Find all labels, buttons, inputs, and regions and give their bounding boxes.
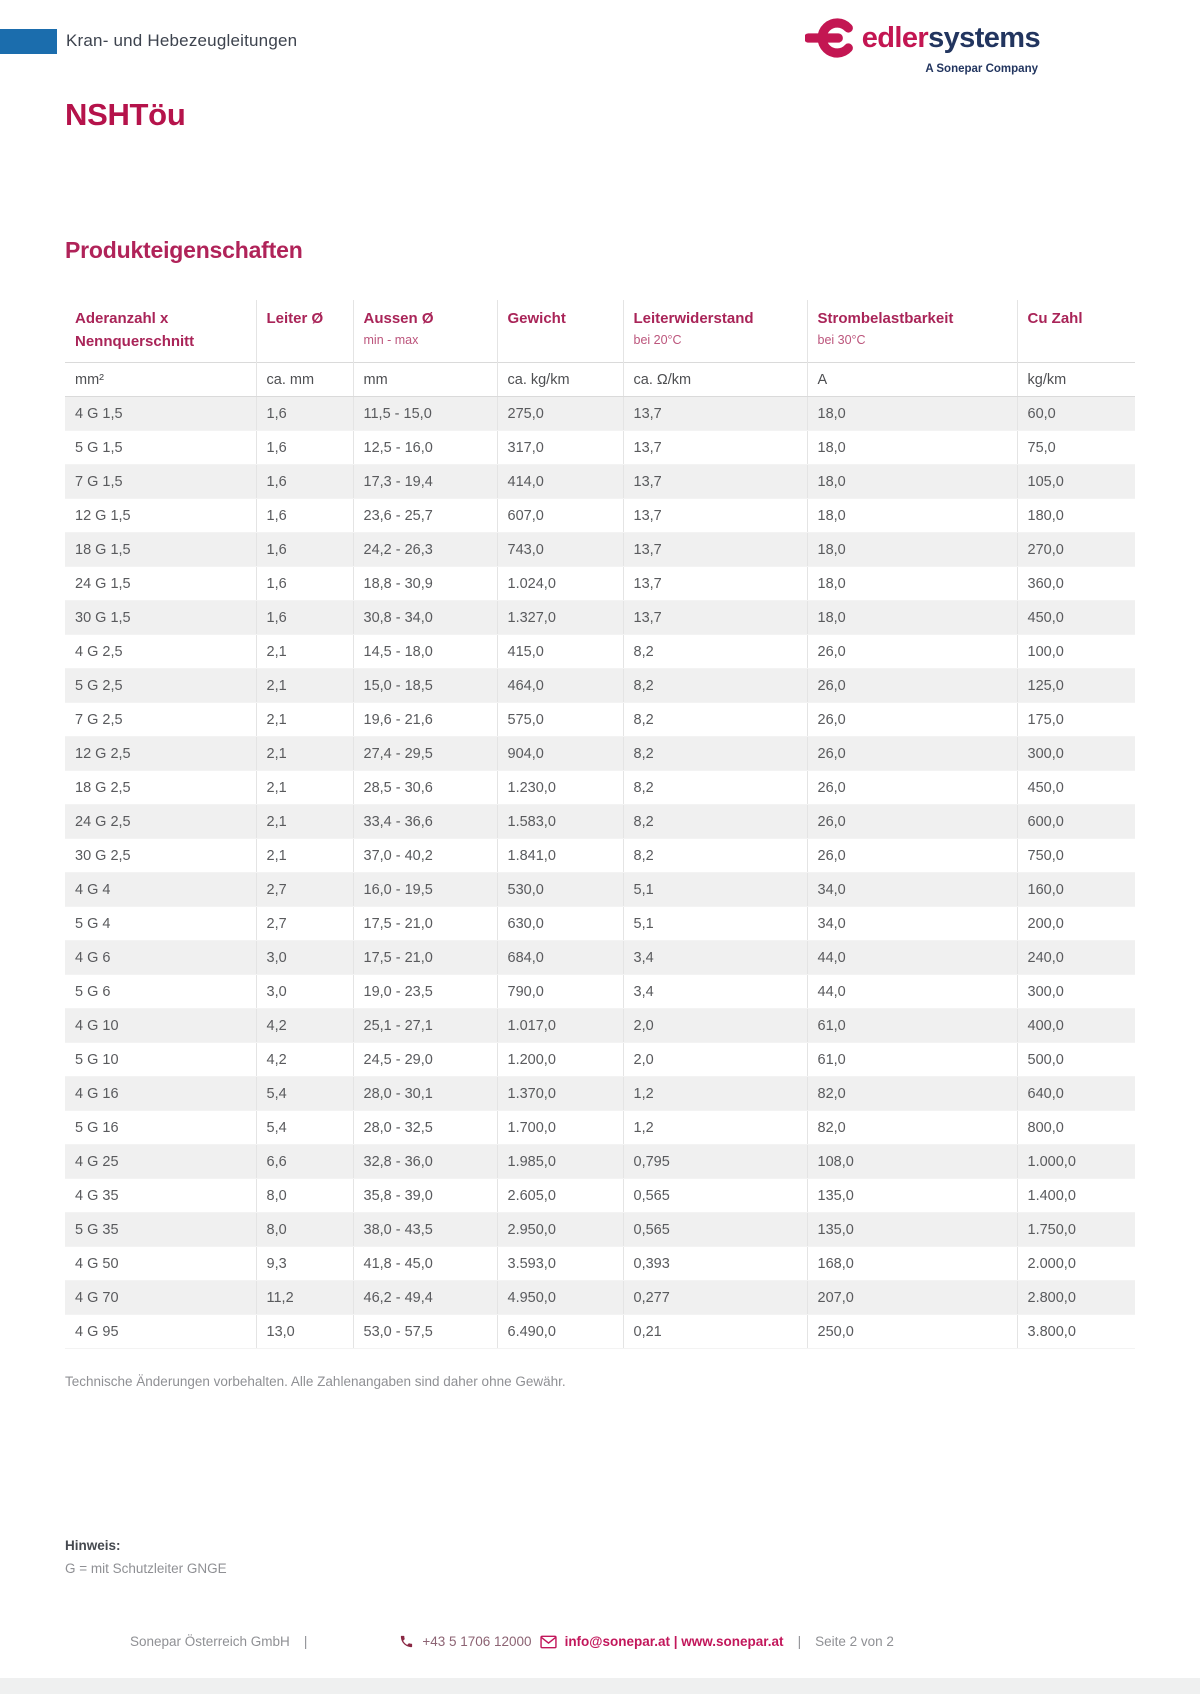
table-cell: 1,6 <box>256 601 353 635</box>
table-cell: 24 G 2,5 <box>65 805 256 839</box>
table-cell: 18,0 <box>807 431 1017 465</box>
footer-divider: | <box>303 1634 308 1649</box>
table-cell: 7 G 2,5 <box>65 703 256 737</box>
table-cell: 400,0 <box>1017 1009 1135 1043</box>
table-cell: 607,0 <box>497 499 623 533</box>
table-cell: 2,1 <box>256 737 353 771</box>
table-cell: 5,1 <box>623 873 807 907</box>
table-cell: 450,0 <box>1017 771 1135 805</box>
table-cell: 11,2 <box>256 1281 353 1315</box>
table-cell: 13,7 <box>623 397 807 431</box>
table-cell: 60,0 <box>1017 397 1135 431</box>
column-label: Gewicht <box>507 310 566 327</box>
table-cell: 12 G 1,5 <box>65 499 256 533</box>
table-cell: 5 G 6 <box>65 975 256 1009</box>
table-cell: 135,0 <box>807 1179 1017 1213</box>
table-cell: 108,0 <box>807 1145 1017 1179</box>
table-cell: 360,0 <box>1017 567 1135 601</box>
table-cell: 2,1 <box>256 771 353 805</box>
table-cell: 160,0 <box>1017 873 1135 907</box>
table-cell: 4,2 <box>256 1009 353 1043</box>
table-cell: 300,0 <box>1017 737 1135 771</box>
table-cell: 2,1 <box>256 839 353 873</box>
table-cell: 168,0 <box>807 1247 1017 1281</box>
table-cell: 750,0 <box>1017 839 1135 873</box>
table-cell: 1,6 <box>256 431 353 465</box>
header-accent-bar <box>0 29 57 54</box>
table-header-row <box>65 300 1135 363</box>
table-cell: 4 G 70 <box>65 1281 256 1315</box>
hint-label: Hinweis: <box>65 1538 121 1553</box>
table-cell: 18,8 - 30,9 <box>353 567 497 601</box>
footer-email-web-link[interactable]: info@sonepar.at | www.sonepar.at <box>564 1634 784 1649</box>
table-cell: 13,7 <box>623 567 807 601</box>
footer-page-info: Seite 2 von 2 <box>815 1634 894 1649</box>
units-row <box>65 363 1135 397</box>
table-cell: 9,3 <box>256 1247 353 1281</box>
table-row <box>65 1145 1135 1179</box>
table-cell: 1,2 <box>623 1077 807 1111</box>
table-cell: 3,0 <box>256 975 353 1009</box>
table-cell: 464,0 <box>497 669 623 703</box>
table-cell: 61,0 <box>807 1009 1017 1043</box>
table-row <box>65 533 1135 567</box>
table-cell: 13,7 <box>623 465 807 499</box>
table-cell: 240,0 <box>1017 941 1135 975</box>
table-cell: 18,0 <box>807 533 1017 567</box>
table-cell: 4,2 <box>256 1043 353 1077</box>
table-cell: 1.370,0 <box>497 1077 623 1111</box>
table-cell: 35,8 - 39,0 <box>353 1179 497 1213</box>
table-cell: 5 G 10 <box>65 1043 256 1077</box>
table-cell: 4 G 10 <box>65 1009 256 1043</box>
table-row <box>65 771 1135 805</box>
table-cell: 30,8 - 34,0 <box>353 601 497 635</box>
table-cell: 500,0 <box>1017 1043 1135 1077</box>
table-cell: 743,0 <box>497 533 623 567</box>
table-cell: 630,0 <box>497 907 623 941</box>
table-cell: 18 G 2,5 <box>65 771 256 805</box>
table-cell: 2,1 <box>256 635 353 669</box>
table-cell: 4 G 25 <box>65 1145 256 1179</box>
table-cell: 27,4 - 29,5 <box>353 737 497 771</box>
table-cell: 23,6 - 25,7 <box>353 499 497 533</box>
table-cell: 2,1 <box>256 669 353 703</box>
table-cell: 200,0 <box>1017 907 1135 941</box>
table-cell: 4 G 95 <box>65 1315 256 1349</box>
table-cell: 24,5 - 29,0 <box>353 1043 497 1077</box>
table-cell: 26,0 <box>807 635 1017 669</box>
table-cell: 34,0 <box>807 907 1017 941</box>
table-cell: 4 G 6 <box>65 941 256 975</box>
table-cell: 13,7 <box>623 431 807 465</box>
table-cell: 28,0 - 32,5 <box>353 1111 497 1145</box>
table-cell: 4.950,0 <box>497 1281 623 1315</box>
table-cell: 18,0 <box>807 601 1017 635</box>
hint-text: G = mit Schutzleiter GNGE <box>65 1561 227 1576</box>
table-cell: 26,0 <box>807 669 1017 703</box>
page-title: NSHTöu <box>65 97 186 132</box>
table-row <box>65 499 1135 533</box>
table-cell: 1.024,0 <box>497 567 623 601</box>
table-cell: 46,2 - 49,4 <box>353 1281 497 1315</box>
table-cell: 4 G 4 <box>65 873 256 907</box>
table-cell: 2.605,0 <box>497 1179 623 1213</box>
column-sublabel: min - max <box>363 332 419 347</box>
page-bottom-band <box>0 1678 1200 1694</box>
table-cell: 790,0 <box>497 975 623 1009</box>
table-row <box>65 737 1135 771</box>
table-cell: 1.000,0 <box>1017 1145 1135 1179</box>
mail-icon <box>540 1635 557 1649</box>
table-cell: 17,5 - 21,0 <box>353 941 497 975</box>
table-cell: 0,393 <box>623 1247 807 1281</box>
table-cell: 8,0 <box>256 1213 353 1247</box>
table-cell: 415,0 <box>497 635 623 669</box>
table-cell: 18,0 <box>807 567 1017 601</box>
table-cell: 575,0 <box>497 703 623 737</box>
table-cell: 1,6 <box>256 465 353 499</box>
table-cell: 18 G 1,5 <box>65 533 256 567</box>
table-cell: 1.841,0 <box>497 839 623 873</box>
column-sublabel: bei 30°C <box>817 332 866 347</box>
document-category: Kran- und Hebezeugleitungen <box>66 31 298 50</box>
table-cell: 2.000,0 <box>1017 1247 1135 1281</box>
column-label: Aussen Ø <box>363 310 434 327</box>
table-cell: 8,2 <box>623 669 807 703</box>
unit-cell: mm² <box>65 363 256 397</box>
column-label: Strombelastbarkeit <box>817 310 954 327</box>
table-row <box>65 567 1135 601</box>
product-table <box>65 300 1135 1349</box>
table-cell: 1,2 <box>623 1111 807 1145</box>
table-cell: 0,795 <box>623 1145 807 1179</box>
footer-phone: +43 5 1706 12000 <box>422 1634 532 1649</box>
table-cell: 3.593,0 <box>497 1247 623 1281</box>
table-cell: 2.800,0 <box>1017 1281 1135 1315</box>
table-cell: 13,7 <box>623 601 807 635</box>
table-cell: 450,0 <box>1017 601 1135 635</box>
table-row <box>65 1179 1135 1213</box>
table-cell: 250,0 <box>807 1315 1017 1349</box>
table-cell: 1.400,0 <box>1017 1179 1135 1213</box>
column-label: Aderanzahl x <box>75 310 169 327</box>
table-cell: 24,2 - 26,3 <box>353 533 497 567</box>
table-cell: 414,0 <box>497 465 623 499</box>
unit-cell: A <box>807 363 1017 397</box>
table-row <box>65 1213 1135 1247</box>
table-cell: 2,0 <box>623 1009 807 1043</box>
logo-word-primary: edler <box>861 21 929 54</box>
unit-cell: ca. Ω/km <box>623 363 807 397</box>
table-cell: 82,0 <box>807 1111 1017 1145</box>
table-cell: 30 G 1,5 <box>65 601 256 635</box>
table-cell: 207,0 <box>807 1281 1017 1315</box>
table-row <box>65 703 1135 737</box>
table-cell: 100,0 <box>1017 635 1135 669</box>
table-cell: 0,21 <box>623 1315 807 1349</box>
table-cell: 11,5 - 15,0 <box>353 397 497 431</box>
table-cell: 3,4 <box>623 975 807 1009</box>
product-table-container <box>65 300 1135 1349</box>
column-header-strombelastbarkeit <box>807 300 1017 363</box>
table-cell: 3.800,0 <box>1017 1315 1135 1349</box>
table-cell: 1,6 <box>256 499 353 533</box>
unit-cell: ca. mm <box>256 363 353 397</box>
table-cell: 8,2 <box>623 805 807 839</box>
table-cell: 2,7 <box>256 907 353 941</box>
table-cell: 175,0 <box>1017 703 1135 737</box>
table-cell: 8,2 <box>623 635 807 669</box>
table-cell: 37,0 - 40,2 <box>353 839 497 873</box>
table-cell: 300,0 <box>1017 975 1135 1009</box>
table-cell: 180,0 <box>1017 499 1135 533</box>
table-cell: 530,0 <box>497 873 623 907</box>
table-cell: 5,1 <box>623 907 807 941</box>
table-row <box>65 1077 1135 1111</box>
table-cell: 28,5 - 30,6 <box>353 771 497 805</box>
table-cell: 25,1 - 27,1 <box>353 1009 497 1043</box>
table-row <box>65 839 1135 873</box>
table-cell: 16,0 - 19,5 <box>353 873 497 907</box>
table-cell: 2.950,0 <box>497 1213 623 1247</box>
table-row <box>65 907 1135 941</box>
table-cell: 4 G 16 <box>65 1077 256 1111</box>
table-cell: 26,0 <box>807 771 1017 805</box>
table-row <box>65 397 1135 431</box>
table-cell: 19,0 - 23,5 <box>353 975 497 1009</box>
table-cell: 82,0 <box>807 1077 1017 1111</box>
table-row <box>65 941 1135 975</box>
table-cell: 2,1 <box>256 805 353 839</box>
table-cell: 640,0 <box>1017 1077 1135 1111</box>
table-cell: 8,0 <box>256 1179 353 1213</box>
table-cell: 41,8 - 45,0 <box>353 1247 497 1281</box>
table-row <box>65 465 1135 499</box>
table-cell: 5 G 2,5 <box>65 669 256 703</box>
table-cell: 32,8 - 36,0 <box>353 1145 497 1179</box>
table-cell: 135,0 <box>807 1213 1017 1247</box>
table-cell: 13,7 <box>623 499 807 533</box>
table-row <box>65 1247 1135 1281</box>
page-footer <box>0 1634 1200 1649</box>
table-cell: 33,4 - 36,6 <box>353 805 497 839</box>
table-cell: 275,0 <box>497 397 623 431</box>
table-row <box>65 975 1135 1009</box>
table-cell: 4 G 2,5 <box>65 635 256 669</box>
table-cell: 30 G 2,5 <box>65 839 256 873</box>
table-cell: 18,0 <box>807 397 1017 431</box>
table-cell: 270,0 <box>1017 533 1135 567</box>
disclaimer-text: Technische Änderungen vorbehalten. Alle Zahlenangaben sind daher ohne Gewähr. <box>65 1374 566 1389</box>
table-cell: 2,7 <box>256 873 353 907</box>
table-cell: 1,6 <box>256 533 353 567</box>
table-cell: 18,0 <box>807 499 1017 533</box>
table-cell: 8,2 <box>623 771 807 805</box>
table-cell: 1,6 <box>256 567 353 601</box>
column-header-aderanzahl <box>65 300 256 363</box>
table-cell: 0,565 <box>623 1213 807 1247</box>
table-cell: 26,0 <box>807 839 1017 873</box>
table-cell: 1.200,0 <box>497 1043 623 1077</box>
table-cell: 28,0 - 30,1 <box>353 1077 497 1111</box>
table-cell: 38,0 - 43,5 <box>353 1213 497 1247</box>
table-cell: 1.327,0 <box>497 601 623 635</box>
column-header-gewicht <box>497 300 623 363</box>
table-row <box>65 1009 1135 1043</box>
table-cell: 7 G 1,5 <box>65 465 256 499</box>
unit-cell: kg/km <box>1017 363 1135 397</box>
table-row <box>65 1111 1135 1145</box>
table-row <box>65 1043 1135 1077</box>
table-cell: 1,6 <box>256 397 353 431</box>
table-cell: 3,0 <box>256 941 353 975</box>
table-cell: 24 G 1,5 <box>65 567 256 601</box>
table-cell: 26,0 <box>807 703 1017 737</box>
section-title: Produkteigenschaften <box>65 237 303 263</box>
table-cell: 61,0 <box>807 1043 1017 1077</box>
table-cell: 17,5 - 21,0 <box>353 907 497 941</box>
table-cell: 12 G 2,5 <box>65 737 256 771</box>
table-cell: 44,0 <box>807 941 1017 975</box>
table-cell: 5,4 <box>256 1111 353 1145</box>
table-cell: 26,0 <box>807 737 1017 771</box>
table-row <box>65 805 1135 839</box>
table-cell: 19,6 - 21,6 <box>353 703 497 737</box>
table-cell: 1.017,0 <box>497 1009 623 1043</box>
table-cell: 13,0 <box>256 1315 353 1349</box>
logo-wordmark <box>862 22 1040 55</box>
table-cell: 0,565 <box>623 1179 807 1213</box>
table-cell: 17,3 - 19,4 <box>353 465 497 499</box>
company-logo <box>805 14 1040 75</box>
table-cell: 5 G 4 <box>65 907 256 941</box>
table-cell: 317,0 <box>497 431 623 465</box>
table-cell: 0,277 <box>623 1281 807 1315</box>
footer-divider: | <box>797 1634 802 1649</box>
table-cell: 5 G 16 <box>65 1111 256 1145</box>
table-cell: 15,0 - 18,5 <box>353 669 497 703</box>
table-cell: 800,0 <box>1017 1111 1135 1145</box>
table-cell: 2,1 <box>256 703 353 737</box>
column-sublabel: bei 20°C <box>633 332 682 347</box>
logo-tagline: A Sonepar Company <box>925 63 1038 75</box>
table-cell: 4 G 1,5 <box>65 397 256 431</box>
table-row <box>65 1281 1135 1315</box>
table-cell: 12,5 - 16,0 <box>353 431 497 465</box>
table-cell: 125,0 <box>1017 669 1135 703</box>
table-cell: 1.700,0 <box>497 1111 623 1145</box>
table-cell: 600,0 <box>1017 805 1135 839</box>
table-cell: 1.750,0 <box>1017 1213 1135 1247</box>
column-label: Leiterwiderstand <box>633 310 754 327</box>
table-cell: 34,0 <box>807 873 1017 907</box>
table-cell: 4 G 50 <box>65 1247 256 1281</box>
column-label: Cu Zahl <box>1027 310 1083 327</box>
hint-block <box>65 1538 227 1576</box>
footer-company: Sonepar Österreich GmbH <box>130 1634 290 1649</box>
unit-cell: mm <box>353 363 497 397</box>
table-cell: 904,0 <box>497 737 623 771</box>
table-cell: 3,4 <box>623 941 807 975</box>
table-cell: 75,0 <box>1017 431 1135 465</box>
table-cell: 1.985,0 <box>497 1145 623 1179</box>
table-cell: 684,0 <box>497 941 623 975</box>
column-header-aussen <box>353 300 497 363</box>
table-cell: 1.583,0 <box>497 805 623 839</box>
table-cell: 105,0 <box>1017 465 1135 499</box>
table-cell: 5 G 1,5 <box>65 431 256 465</box>
table-row <box>65 1315 1135 1349</box>
column-label: Leiter Ø <box>266 310 324 327</box>
table-row <box>65 601 1135 635</box>
table-cell: 4 G 35 <box>65 1179 256 1213</box>
phone-icon <box>399 1634 414 1649</box>
column-header-leiter <box>256 300 353 363</box>
table-row <box>65 635 1135 669</box>
table-cell: 6,6 <box>256 1145 353 1179</box>
table-cell: 8,2 <box>623 839 807 873</box>
logo-word-secondary: systems <box>928 21 1040 54</box>
unit-cell: ca. kg/km <box>497 363 623 397</box>
table-cell: 5,4 <box>256 1077 353 1111</box>
table-cell: 18,0 <box>807 465 1017 499</box>
table-body <box>65 397 1135 1349</box>
table-cell: 26,0 <box>807 805 1017 839</box>
column-label-line2: Nennquerschnitt <box>75 332 195 350</box>
table-cell: 5 G 35 <box>65 1213 256 1247</box>
table-cell: 13,7 <box>623 533 807 567</box>
table-cell: 6.490,0 <box>497 1315 623 1349</box>
table-row <box>65 873 1135 907</box>
table-cell: 44,0 <box>807 975 1017 1009</box>
logo-e-icon <box>805 14 855 62</box>
table-cell: 14,5 - 18,0 <box>353 635 497 669</box>
table-cell: 8,2 <box>623 737 807 771</box>
table-row <box>65 431 1135 465</box>
column-header-leiterwiderstand <box>623 300 807 363</box>
column-header-cuzahl <box>1017 300 1135 363</box>
table-cell: 1.230,0 <box>497 771 623 805</box>
table-cell: 2,0 <box>623 1043 807 1077</box>
table-cell: 53,0 - 57,5 <box>353 1315 497 1349</box>
table-cell: 8,2 <box>623 703 807 737</box>
table-row <box>65 669 1135 703</box>
